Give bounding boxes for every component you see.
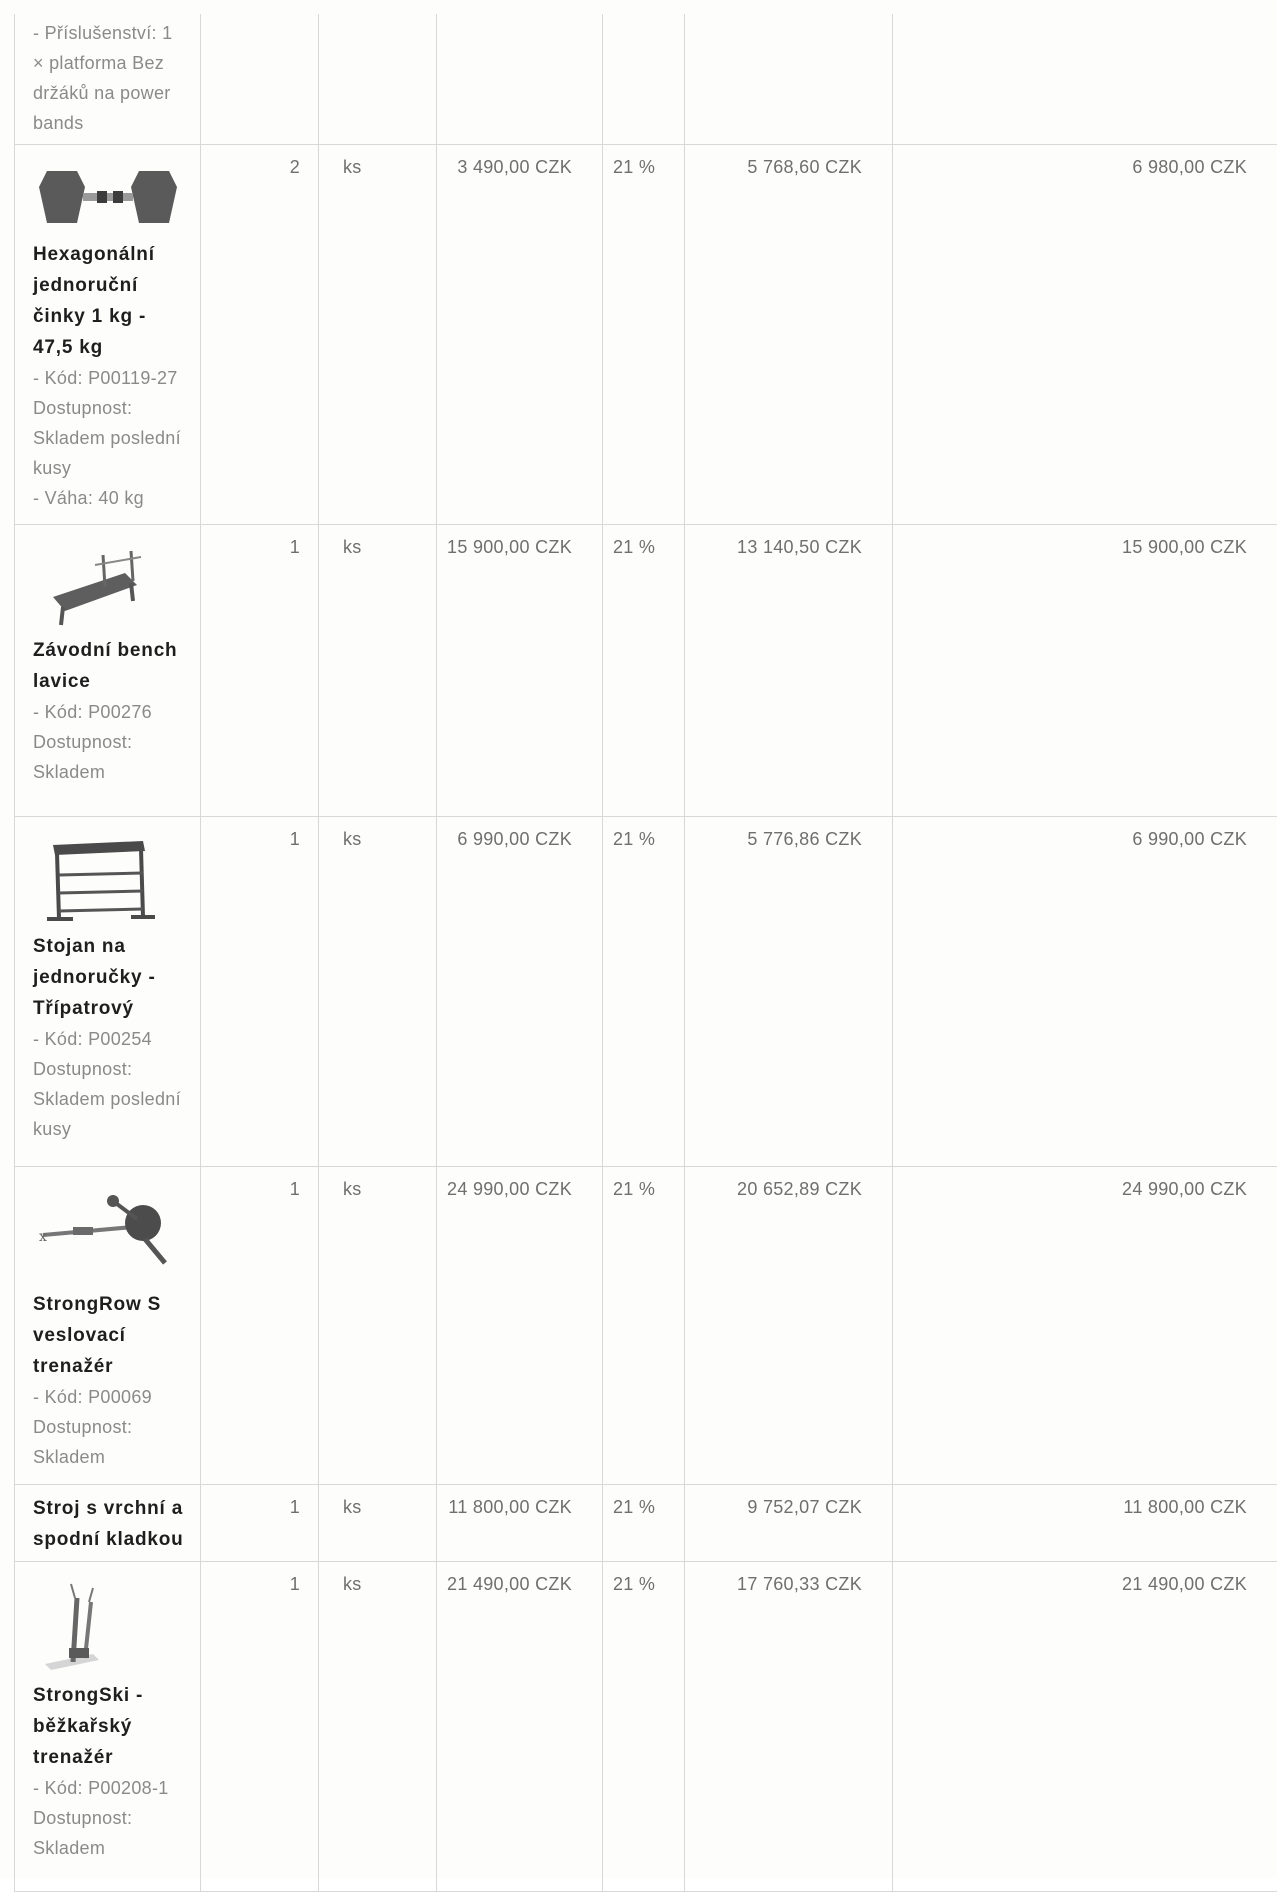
item-detail: - Příslušenství: 1 [33,18,186,48]
table-row [15,145,1277,525]
total-cell: 6 990,00 CZK [893,817,1277,1167]
item-detail: Skladem [33,1442,186,1472]
item-description-cell [15,145,201,525]
unit-price-cell: 6 990,00 CZK [437,817,603,1167]
item-name: Stroj s vrchní a spodní kladkou [33,1498,184,1550]
item-detail: - Kód: P00276 [33,697,186,727]
qty-cell: 1 [201,1167,319,1485]
net-cell [685,14,893,145]
item-detail: bands [33,108,186,138]
net-cell: 20 652,89 CZK [685,1167,893,1485]
total-cell: 11 800,00 CZK [893,1485,1277,1562]
unit-price-cell: 24 990,00 CZK [437,1167,603,1485]
item-detail: Dostupnost: [33,1803,186,1833]
item-detail: Skladem [33,757,186,787]
table-row [15,1562,1277,1892]
unit-cell: ks [319,817,437,1167]
item-detail: Skladem [33,1833,186,1863]
invoice-items-table [14,14,1277,1892]
item-name: StrongSki - běžkařský trenažér [33,1685,143,1768]
item-detail: - Váha: 40 kg [33,483,186,513]
qty-cell: 2 [201,145,319,525]
rowing-machine-icon [33,1183,183,1283]
vat-cell: 21 % [603,145,685,525]
bench-icon [33,541,183,629]
net-cell: 17 760,33 CZK [685,1562,893,1892]
dumbbell-rack-icon [33,833,183,925]
item-name: Závodní bench lavice [33,640,177,692]
item-description-cell [15,1562,201,1892]
table-row [15,525,1277,817]
qty-cell: 1 [201,525,319,817]
item-detail: držáků na power [33,78,186,108]
item-name: Stojan na jednoručky - Třípatrový [33,936,156,1019]
table-row [15,817,1277,1167]
unit-cell: ks [319,1485,437,1562]
item-detail: Skladem poslední [33,1084,186,1114]
table-row [15,14,1277,145]
unit-cell [319,14,437,145]
item-description-cell [15,14,201,145]
item-detail: - Kód: P00069 [33,1382,186,1412]
total-cell: 6 980,00 CZK [893,145,1277,525]
unit-cell: ks [319,525,437,817]
net-cell: 9 752,07 CZK [685,1485,893,1562]
item-detail: - Kód: P00254 [33,1024,186,1054]
item-description-cell [15,817,201,1167]
item-description-cell [15,1167,201,1485]
dumbbell-icon [33,161,183,233]
item-description-cell [15,525,201,817]
vat-cell: 21 % [603,525,685,817]
total-cell: 21 490,00 CZK [893,1562,1277,1892]
vat-cell: 21 % [603,1167,685,1485]
item-detail: Dostupnost: [33,393,186,423]
item-detail: - Kód: P00208-1 [33,1773,186,1803]
vat-cell: 21 % [603,1485,685,1562]
item-detail: - Kód: P00119-27 [33,363,186,393]
svg-text:x: x [39,1229,47,1245]
qty-cell: 1 [201,1485,319,1562]
unit-price-cell: 11 800,00 CZK [437,1485,603,1562]
unit-cell: ks [319,145,437,525]
qty-cell: 1 [201,1562,319,1892]
vat-cell: 21 % [603,1562,685,1892]
qty-cell [201,14,319,145]
total-cell [893,14,1277,145]
net-cell: 5 768,60 CZK [685,145,893,525]
net-cell: 13 140,50 CZK [685,525,893,817]
unit-price-cell: 3 490,00 CZK [437,145,603,525]
total-cell: 24 990,00 CZK [893,1167,1277,1485]
item-detail: × platforma Bez [33,48,186,78]
qty-cell: 1 [201,817,319,1167]
item-detail: Dostupnost: [33,727,186,757]
item-detail: Skladem poslední [33,423,186,453]
unit-price-cell: 21 490,00 CZK [437,1562,603,1892]
item-detail: Dostupnost: [33,1054,186,1084]
item-detail: Dostupnost: [33,1412,186,1442]
net-cell: 5 776,86 CZK [685,817,893,1167]
vat-cell: 21 % [603,817,685,1167]
vat-cell [603,14,685,145]
item-detail: kusy [33,1114,186,1144]
table-row [15,1485,1277,1562]
item-name: Hexagonální jednoruční činky 1 kg - 47,5 kg [33,244,155,358]
unit-price-cell: 15 900,00 CZK [437,525,603,817]
unit-cell: ks [319,1562,437,1892]
unit-price-cell [437,14,603,145]
table-row [15,1167,1277,1485]
ski-trainer-icon [33,1578,183,1674]
item-name: StrongRow S veslovací trenažér [33,1294,161,1377]
total-cell: 15 900,00 CZK [893,525,1277,817]
unit-cell: ks [319,1167,437,1485]
item-description-cell [15,1485,201,1562]
item-detail: kusy [33,453,186,483]
